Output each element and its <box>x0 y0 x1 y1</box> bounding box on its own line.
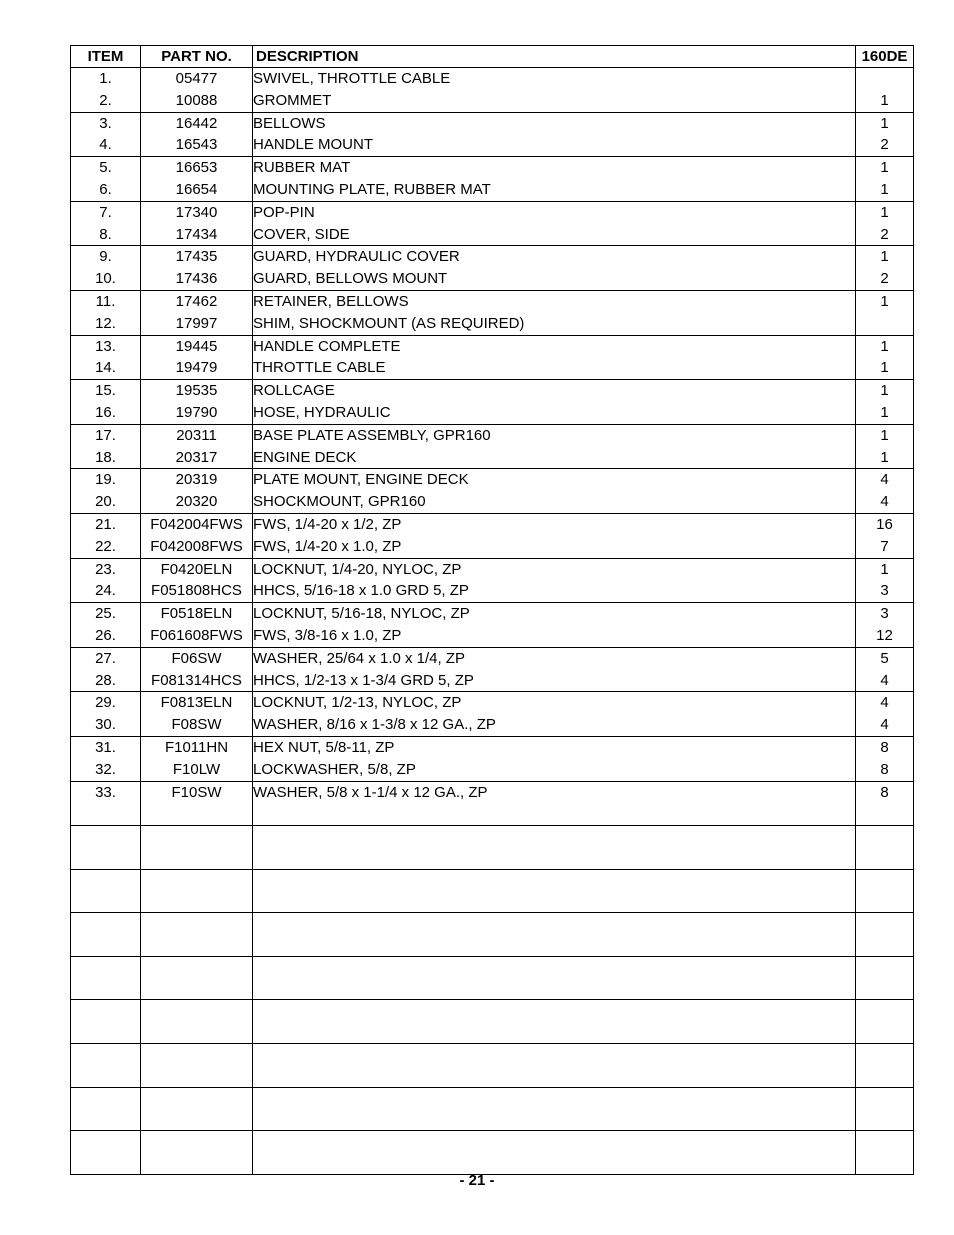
part-number: 20320 <box>175 493 218 511</box>
table-row-group <box>71 736 914 781</box>
part-number: 19535 <box>175 382 218 400</box>
part-description: GUARD, BELLOWS MOUNT <box>253 270 448 288</box>
quantity-cell <box>856 157 914 202</box>
empty-cell <box>856 826 914 870</box>
quantity-cell <box>856 647 914 692</box>
empty-cell <box>71 869 141 913</box>
part-description-cell <box>253 424 856 469</box>
item-number: 23. <box>95 560 116 578</box>
part-number: F051808HCS <box>151 582 242 600</box>
item-number: 9. <box>99 248 112 266</box>
item-number: 33. <box>95 783 116 801</box>
part-number: 10088 <box>175 91 218 109</box>
table-row-group <box>71 692 914 737</box>
table-row <box>71 424 914 469</box>
table-row-group <box>71 469 914 514</box>
quantity: 1 <box>880 203 889 221</box>
quantity: 1 <box>880 337 889 355</box>
quantity-cell <box>856 736 914 781</box>
quantity: 8 <box>880 738 889 756</box>
item-number: 6. <box>99 180 112 198</box>
table-row-group <box>71 781 914 826</box>
part-number-cell <box>141 290 253 335</box>
part-description: HANDLE COMPLETE <box>253 337 401 355</box>
empty-cell <box>856 869 914 913</box>
part-number-cell <box>141 424 253 469</box>
table-row-group <box>71 68 914 113</box>
table-row-group <box>71 647 914 692</box>
part-description-cell <box>253 692 856 737</box>
quantity: 1 <box>880 180 889 198</box>
table-row <box>71 246 914 291</box>
part-number: F10LW <box>172 760 221 778</box>
quantity: 7 <box>880 537 889 555</box>
part-number: 17340 <box>175 203 218 221</box>
item-number-cell <box>71 647 141 692</box>
table-row-group <box>71 201 914 246</box>
quantity: 4 <box>880 671 889 689</box>
quantity-cell <box>856 513 914 558</box>
table-row <box>71 201 914 246</box>
part-number-cell <box>141 647 253 692</box>
quantity-cell <box>856 112 914 157</box>
part-number: 17436 <box>175 270 218 288</box>
quantity: 12 <box>876 626 893 644</box>
part-number: 20311 <box>176 426 217 444</box>
table-row-group <box>71 290 914 335</box>
part-number-cell <box>141 603 253 648</box>
item-number: 4. <box>99 136 112 154</box>
parts-table <box>70 45 914 1175</box>
quantity: 2 <box>880 136 889 154</box>
table-row <box>71 380 914 425</box>
part-number-cell <box>141 469 253 514</box>
part-description-cell <box>253 380 856 425</box>
empty-cell <box>71 913 141 957</box>
quantity-cell <box>856 781 914 826</box>
quantity: 1 <box>880 426 889 444</box>
table-row-group <box>71 335 914 380</box>
part-number: F042008FWS <box>150 537 243 555</box>
part-description: FWS, 1/4-20 x 1.0, ZP <box>253 537 402 555</box>
part-number: 19445 <box>175 337 218 355</box>
empty-cell <box>253 869 856 913</box>
quantity: 4 <box>880 471 889 489</box>
quantity-cell <box>856 290 914 335</box>
part-description: LOCKNUT, 5/16-18, NYLOC, ZP <box>253 605 470 623</box>
item-number: 7. <box>99 203 112 221</box>
part-description-cell <box>253 157 856 202</box>
quantity: 4 <box>880 716 889 734</box>
part-number: 16442 <box>175 114 218 132</box>
part-description: SHOCKMOUNT, GPR160 <box>253 493 426 511</box>
item-number-cell <box>71 513 141 558</box>
quantity-cell <box>856 201 914 246</box>
item-number: 24. <box>95 582 116 600</box>
quantity-cell <box>856 603 914 648</box>
item-number-cell <box>71 469 141 514</box>
part-number: 17435 <box>175 248 218 266</box>
page-number: - 21 - <box>459 1172 495 1189</box>
item-number: 1. <box>99 70 112 87</box>
table-row <box>71 335 914 380</box>
part-description-cell <box>253 469 856 514</box>
quantity: 3 <box>880 582 889 600</box>
item-number: 20. <box>95 493 116 511</box>
part-description-cell <box>253 68 856 113</box>
item-number-cell <box>71 201 141 246</box>
item-number: 31. <box>95 738 116 756</box>
item-number-cell <box>71 246 141 291</box>
empty-table-row <box>71 1000 914 1044</box>
empty-table-row <box>71 1131 914 1175</box>
part-number-cell <box>141 246 253 291</box>
quantity: 2 <box>880 225 889 243</box>
quantity: 1 <box>880 448 889 466</box>
part-number: F0813ELN <box>160 694 233 712</box>
empty-cell <box>253 826 856 870</box>
item-number: 29. <box>95 694 116 712</box>
part-description-cell <box>253 246 856 291</box>
item-number-cell <box>71 335 141 380</box>
part-description-cell <box>253 335 856 380</box>
part-description: LOCKWASHER, 5/8, ZP <box>253 760 416 778</box>
empty-cell <box>141 1044 253 1088</box>
quantity-cell <box>856 692 914 737</box>
item-number: 21. <box>95 515 116 533</box>
empty-cell <box>71 1087 141 1131</box>
item-number-cell <box>71 781 141 826</box>
item-number-cell <box>71 424 141 469</box>
item-number-cell <box>71 68 141 113</box>
part-number: F0518ELN <box>160 605 233 623</box>
empty-cell <box>71 826 141 870</box>
part-number-cell <box>141 380 253 425</box>
empty-cell <box>856 1044 914 1088</box>
quantity: 1 <box>880 359 889 377</box>
header-part-no: PART NO. <box>141 46 253 68</box>
quantity-cell <box>856 335 914 380</box>
part-description: THROTTLE CABLE <box>253 359 386 377</box>
empty-cell <box>141 913 253 957</box>
part-description-cell <box>253 290 856 335</box>
empty-cell <box>856 913 914 957</box>
quantity: 3 <box>880 605 889 623</box>
item-number: 11. <box>95 292 116 310</box>
item-number: 13. <box>95 337 116 355</box>
quantity: 1 <box>880 91 889 109</box>
quantity: 4 <box>880 493 889 511</box>
part-description-cell <box>253 513 856 558</box>
quantity: 1 <box>880 248 889 266</box>
item-number: 8. <box>99 225 112 243</box>
quantity: 8 <box>880 760 889 778</box>
item-number: 5. <box>99 159 112 177</box>
table-row-group <box>71 603 914 648</box>
empty-cell <box>141 1000 253 1044</box>
part-number: F0420ELN <box>160 560 233 578</box>
part-description: HEX NUT, 5/8-11, ZP <box>253 738 395 756</box>
header-item: ITEM <box>71 46 141 68</box>
empty-cell <box>141 1131 253 1175</box>
part-description: WASHER, 5/8 x 1-1/4 x 12 GA., ZP <box>253 783 488 801</box>
part-description: WASHER, 25/64 x 1.0 x 1/4, ZP <box>253 649 466 667</box>
item-number: 3. <box>99 114 112 132</box>
part-number: 16653 <box>175 159 218 177</box>
quantity: 1 <box>880 159 889 177</box>
item-number: 28. <box>95 671 116 689</box>
empty-cell <box>141 1087 253 1131</box>
quantity: 5 <box>880 649 889 667</box>
empty-cell <box>856 1131 914 1175</box>
empty-cell <box>253 1000 856 1044</box>
part-description: COVER, SIDE <box>253 225 350 243</box>
item-number: 14. <box>95 359 116 377</box>
part-number: 19479 <box>175 359 218 377</box>
empty-table-row <box>71 869 914 913</box>
item-number-cell <box>71 290 141 335</box>
part-description: SHIM, SHOCKMOUNT (AS REQUIRED) <box>253 314 525 332</box>
part-description: RUBBER MAT <box>253 159 351 177</box>
table-row <box>71 112 914 157</box>
header-description: DESCRIPTION <box>253 46 856 68</box>
item-number: 18. <box>95 448 116 466</box>
table-row <box>71 513 914 558</box>
table-row <box>71 157 914 202</box>
quantity: 1 <box>880 292 889 310</box>
part-description: WASHER, 8/16 x 1-3/8 x 12 GA., ZP <box>253 716 496 734</box>
quantity: 1 <box>880 403 889 421</box>
table-row-group <box>71 380 914 425</box>
table-header <box>71 46 914 68</box>
table-row-group <box>71 246 914 291</box>
part-number: 17434 <box>175 225 218 243</box>
table-row-group <box>71 157 914 202</box>
part-number: 17997 <box>175 314 218 332</box>
part-description: FWS, 1/4-20 x 1/2, ZP <box>253 515 402 533</box>
table-row <box>71 68 914 113</box>
part-description <box>253 803 855 825</box>
part-number: 19790 <box>175 403 218 421</box>
empty-cell <box>856 1087 914 1131</box>
item-number: 12. <box>95 314 116 332</box>
quantity-cell <box>856 469 914 514</box>
part-number-cell <box>141 558 253 603</box>
quantity: 1 <box>880 382 889 400</box>
part-number: 16543 <box>175 136 218 154</box>
table-row <box>71 692 914 737</box>
empty-table-row <box>71 1044 914 1088</box>
part-description-cell <box>253 558 856 603</box>
item-number: 16. <box>95 403 116 421</box>
part-description: HANDLE MOUNT <box>253 136 374 154</box>
part-number-cell <box>141 781 253 826</box>
part-description-cell <box>253 781 856 826</box>
part-number: F042004FWS <box>150 515 243 533</box>
part-description: FWS, 3/8-16 x 1.0, ZP <box>253 626 402 644</box>
item-number-cell <box>71 692 141 737</box>
table-row <box>71 469 914 514</box>
empty-cell <box>141 956 253 1000</box>
part-description: GUARD, HYDRAULIC COVER <box>253 248 460 266</box>
table-row-group <box>71 558 914 603</box>
part-description: BELLOWS <box>253 114 326 132</box>
table-row <box>71 603 914 648</box>
item-number-cell <box>71 112 141 157</box>
part-number: 05477 <box>175 70 218 87</box>
item-number: 25. <box>95 605 116 623</box>
empty-cell <box>71 1044 141 1088</box>
table-row <box>71 290 914 335</box>
part-description: ROLLCAGE <box>253 382 335 400</box>
part-number-cell <box>141 201 253 246</box>
quantity: 2 <box>880 270 889 288</box>
quantity <box>856 803 913 825</box>
quantity: 8 <box>880 783 889 801</box>
empty-cell <box>253 1044 856 1088</box>
part-number-cell <box>141 335 253 380</box>
part-number-cell <box>141 68 253 113</box>
part-description: HHCS, 5/16-18 x 1.0 GRD 5, ZP <box>253 582 469 600</box>
part-number: 20317 <box>175 448 218 466</box>
empty-table-row <box>71 913 914 957</box>
part-description: MOUNTING PLATE, RUBBER MAT <box>253 180 491 198</box>
item-number: 2. <box>99 91 112 109</box>
part-number: F061608FWS <box>150 626 243 644</box>
empty-table-row <box>71 1087 914 1131</box>
part-number: F06SW <box>171 649 222 667</box>
item-number: 22. <box>95 537 116 555</box>
item-number: 10. <box>95 270 116 288</box>
quantity-cell <box>856 68 914 113</box>
quantity-cell <box>856 424 914 469</box>
table-row <box>71 736 914 781</box>
item-number-cell <box>71 380 141 425</box>
quantity: 1 <box>880 114 889 132</box>
part-description: HHCS, 1/2-13 x 1-3/4 GRD 5, ZP <box>253 671 474 689</box>
quantity: 4 <box>880 694 889 712</box>
item-number <box>71 803 140 825</box>
item-number: 30. <box>95 716 116 734</box>
part-number-cell <box>141 157 253 202</box>
table-row <box>71 647 914 692</box>
empty-cell <box>856 1000 914 1044</box>
item-number-cell <box>71 558 141 603</box>
empty-cell <box>253 1087 856 1131</box>
part-number: 16654 <box>175 180 218 198</box>
part-number: F081314HCS <box>151 671 242 689</box>
empty-cell <box>71 1000 141 1044</box>
quantity: 16 <box>876 515 893 533</box>
empty-table-row <box>71 826 914 870</box>
quantity <box>856 68 913 90</box>
item-number: 27. <box>95 649 116 667</box>
item-number: 19. <box>95 471 116 489</box>
empty-cell <box>141 869 253 913</box>
item-number: 32. <box>95 760 116 778</box>
part-description: SWIVEL, THROTTLE CABLE <box>253 70 451 87</box>
empty-cell <box>253 913 856 957</box>
part-number: F08SW <box>171 716 222 734</box>
empty-cell <box>856 956 914 1000</box>
part-number-cell <box>141 736 253 781</box>
table-row <box>71 558 914 603</box>
table-row-group <box>71 112 914 157</box>
part-number <box>141 803 252 825</box>
quantity-cell <box>856 246 914 291</box>
header-qty: 160DE <box>856 46 914 68</box>
part-description: LOCKNUT, 1/2-13, NYLOC, ZP <box>253 694 462 712</box>
part-number: F10SW <box>171 783 222 801</box>
item-number: 17. <box>95 426 116 444</box>
table-row-group <box>71 424 914 469</box>
empty-table-row <box>71 956 914 1000</box>
part-description-cell <box>253 736 856 781</box>
item-number-cell <box>71 603 141 648</box>
empty-rows <box>71 826 914 1175</box>
item-number-cell <box>71 157 141 202</box>
part-description: RETAINER, BELLOWS <box>253 292 409 310</box>
part-description: ENGINE DECK <box>253 448 357 466</box>
empty-cell <box>141 826 253 870</box>
part-number: 17462 <box>175 292 218 310</box>
item-number: 15. <box>95 382 116 400</box>
quantity <box>856 313 913 335</box>
part-description: HOSE, HYDRAULIC <box>253 403 391 421</box>
quantity: 1 <box>880 560 889 578</box>
part-description-cell <box>253 647 856 692</box>
part-description: PLATE MOUNT, ENGINE DECK <box>253 471 469 489</box>
table-row <box>71 781 914 826</box>
part-description: BASE PLATE ASSEMBLY, GPR160 <box>253 426 491 444</box>
empty-cell <box>71 1131 141 1175</box>
part-description: GROMMET <box>253 91 332 109</box>
part-description: LOCKNUT, 1/4-20, NYLOC, ZP <box>253 560 462 578</box>
part-description-cell <box>253 603 856 648</box>
part-description-cell <box>253 112 856 157</box>
part-number: 20319 <box>175 471 218 489</box>
part-number-cell <box>141 112 253 157</box>
quantity-cell <box>856 558 914 603</box>
empty-cell <box>253 1131 856 1175</box>
table-row-group <box>71 513 914 558</box>
empty-cell <box>71 956 141 1000</box>
part-number: F1011HN <box>164 738 229 756</box>
quantity-cell <box>856 380 914 425</box>
item-number-cell <box>71 736 141 781</box>
part-description: POP-PIN <box>253 203 315 221</box>
part-description-cell <box>253 201 856 246</box>
part-number-cell <box>141 513 253 558</box>
empty-cell <box>253 956 856 1000</box>
part-number-cell <box>141 692 253 737</box>
item-number: 26. <box>95 626 116 644</box>
